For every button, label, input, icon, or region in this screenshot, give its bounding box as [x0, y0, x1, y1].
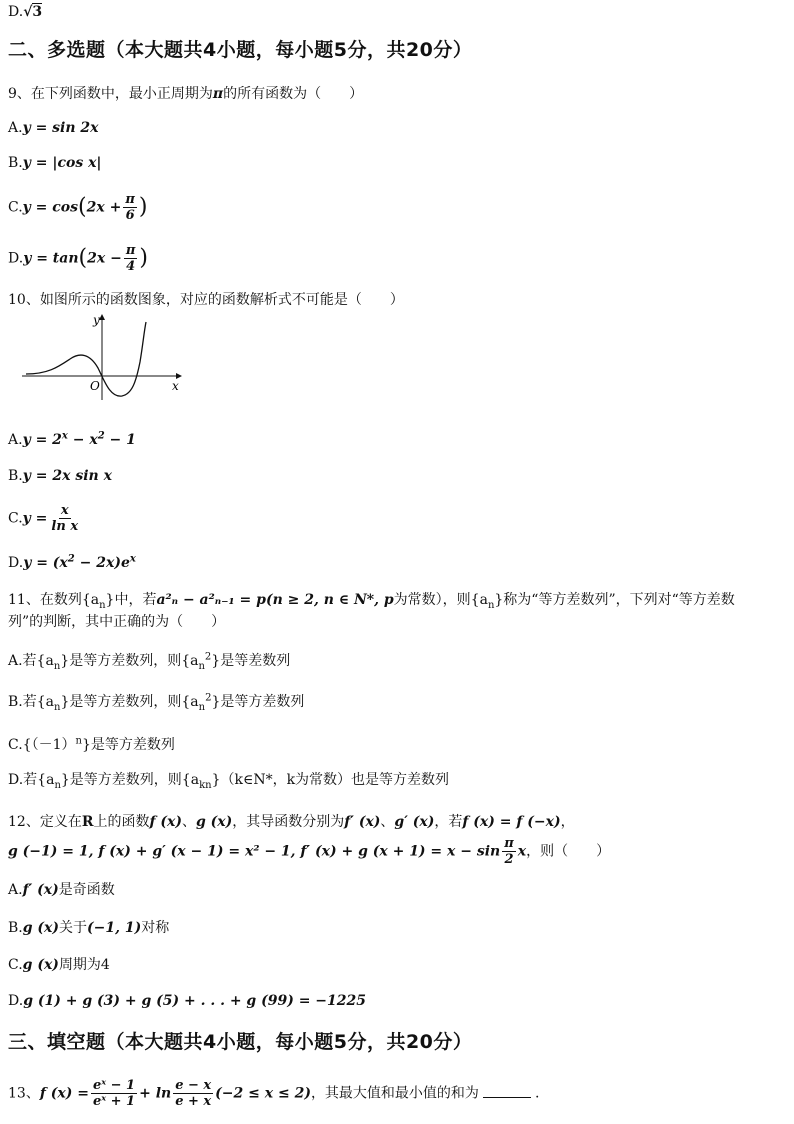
q10-c-fraction: $\frac{x}{\text{ln x}}$: [51, 503, 79, 534]
q13-fraction-1: $\frac{\text{eˣ − 1}}{\text{eˣ + 1}}$: [92, 1078, 136, 1109]
q10-option-a: $A.y = 2^x - x^2 - 1$: [8, 430, 136, 448]
q10-function-graph: [18, 312, 188, 402]
q11-stem-line2: 列”的判断，其中正确的为（ ）: [8, 614, 226, 630]
q12-option-b: B.g (x)关于(−1, 1)对称: [8, 920, 170, 936]
section2-heading: 二、多选题（本大题共4小题，每小题5分，共20分）: [8, 39, 473, 61]
q8-option-d: [8, 2, 782, 22]
function-curve: [26, 322, 146, 396]
q13-fraction-2: $\frac{e - x}{e + x}$: [175, 1078, 212, 1109]
q12-stem-line2: g (−1) = 1, f (x) + g′ (x − 1) = x² − 1, f′ (x) + g (x + 1) = x − sin $\frac{\pi}{2}$ x，则（ ）: [8, 836, 611, 867]
y-axis-label: y: [93, 313, 100, 327]
y-axis-arrow: [99, 314, 105, 320]
q13-stem: 13、f (x) = $\frac{\text{eˣ − 1}}{\text{eˣ + 1}}$ + ln $\frac{e - x}{e + x}$ (−2 ≤ x ≤ 2)，其最大值和最小值的和为 .: [8, 1078, 540, 1109]
q10-option-b: B.y = 2x sin x: [8, 468, 112, 484]
q8-option-d-label: D.: [8, 4, 24, 20]
sqrt-symbol: √: [23, 4, 33, 20]
q11-option-d: D.若$\{a_n\}$是等方差数列，则$\{a_{kn}\}(k\in N*$，k为常数）也是等方差数列: [8, 772, 450, 791]
q9-option-d: D.y = tan(2x − $\frac{\pi}{4}$ ): [8, 243, 148, 274]
q12-option-d: D.g (1) + g (3) + g (5) + . . . + g (99) = −1225: [8, 993, 366, 1009]
q9-option-c: C.y = cos(2x + $\frac{\pi}{6}$ ): [8, 192, 148, 223]
x-axis-label: x: [172, 379, 179, 393]
q12-option-c: C.g (x)周期为4: [8, 957, 110, 973]
q12-fraction: $\frac{\pi}{2}$: [504, 836, 514, 867]
q10-option-d: $D.y = (x^2 - 2x)e^x$: [8, 553, 136, 571]
section3-heading: 三、填空题（本大题共4小题，每小题5分，共20分）: [8, 1031, 473, 1053]
q12-option-a: A.f′ (x)是奇函数: [8, 882, 115, 898]
q11-stem-line1: 11、在数列$\{a_n\}$中，若a²ₙ − a²ₙ₋₁ = p(n ≥ 2, n ∈ N*, p为常数），则$\{a_n\}$称为“等方差数列”，下列对“等方差数: [8, 592, 735, 611]
q10-option-c: C.y = $\frac{x}{\text{ln x}}$: [8, 503, 79, 534]
answer-blank[interactable]: [483, 1083, 531, 1098]
q12-stem-line1: 12、定义在R上的函数f (x)、g (x)，其导函数分别为f′ (x)、g′ (x)，若f (x) = f (−x)，: [8, 814, 575, 830]
q10-stem: 10、如图所示的函数图象，对应的函数解析式不可能是（ ）: [8, 292, 404, 308]
origin-label: O: [90, 379, 100, 393]
q11-option-c: $C.\{(-1)^n\}$是等方差数列: [8, 735, 175, 753]
q11-option-b: B.若$\{a_n\}$是等方差数列，则$\{a_n^2\}$是等方差数列: [8, 692, 305, 713]
q11-option-a: A.若$\{a_n\}$是等方差数列，则$\{a_n^2\}$是等差数列: [8, 651, 291, 672]
q9-stem: 9、在下列函数中，最小正周期为π的所有函数为（ ）: [8, 86, 364, 102]
q8-radicand: 3: [32, 4, 43, 20]
q9-option-a: A.y = sin 2x: [8, 120, 99, 136]
q9-d-fraction: $\frac{\pi}{4}$: [125, 243, 136, 274]
q9-c-fraction: $\frac{\pi}{6}$: [125, 192, 135, 223]
q9-option-b: B.y = |cos x|: [8, 155, 102, 171]
